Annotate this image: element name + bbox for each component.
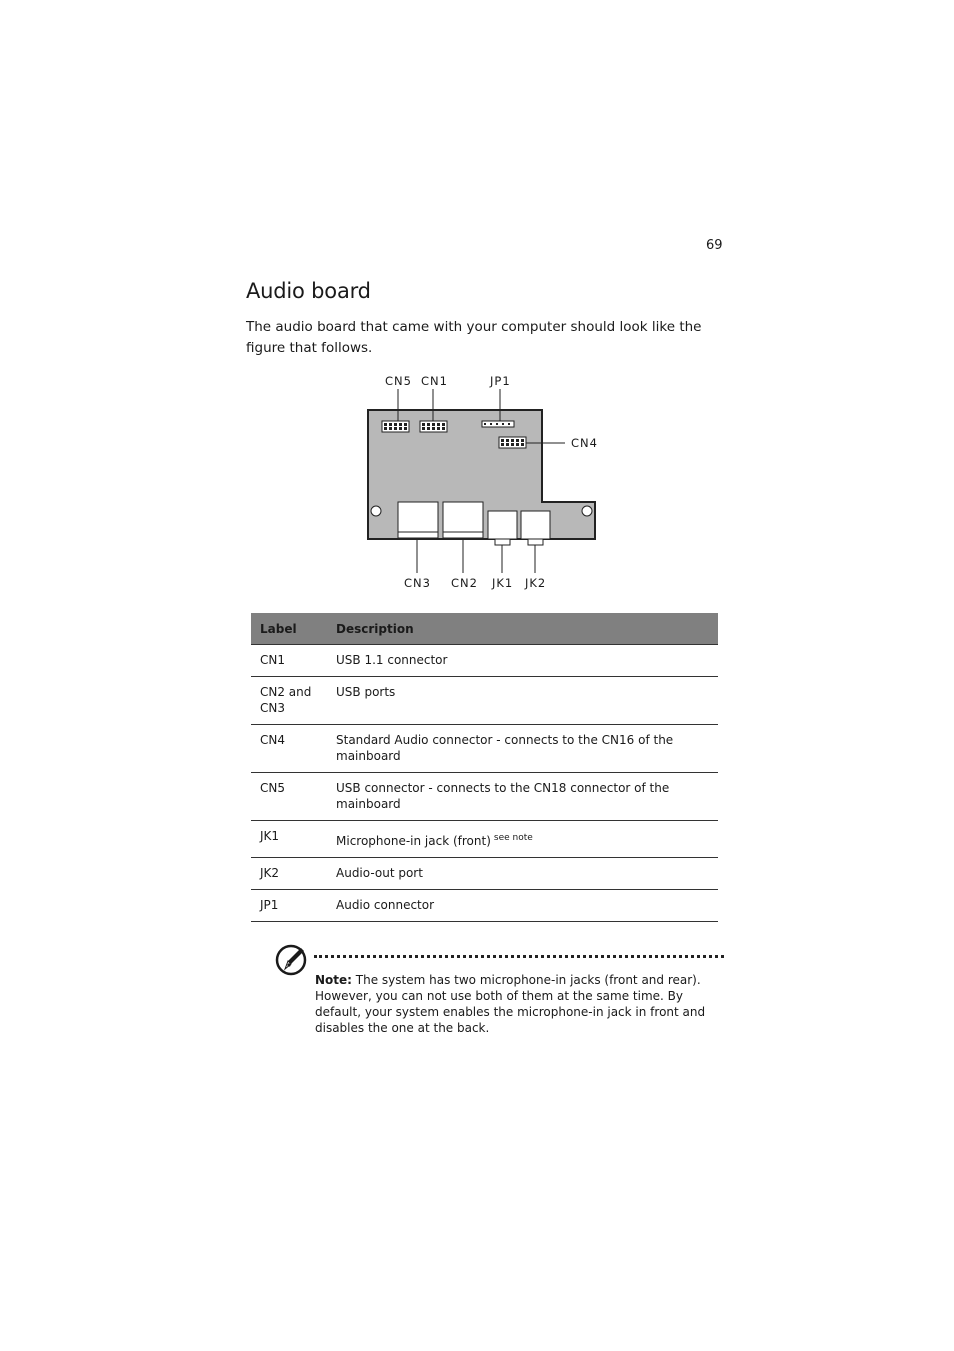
mount-hole-left: [371, 506, 381, 516]
table-header-row: [251, 613, 718, 645]
table-row: [251, 645, 718, 677]
page-title: Audio board: [246, 279, 371, 303]
row-description: USB 1.1 connector: [327, 645, 718, 677]
row-description: Audio connector: [327, 890, 718, 922]
table-row: [251, 773, 718, 821]
label-cn2: CN2: [451, 576, 478, 590]
table-row: [251, 677, 718, 725]
row-description-cell: [327, 821, 718, 858]
cn4-header: [499, 437, 526, 448]
mount-hole-right: [582, 506, 592, 516]
table-row: [251, 890, 718, 922]
label-cn4: CN4: [571, 436, 598, 450]
cn5-header: [382, 421, 409, 432]
row-label: CN1: [251, 645, 327, 677]
column-header-label: Label: [251, 613, 327, 645]
note-text: [315, 972, 715, 1036]
label-cn3: CN3: [404, 576, 431, 590]
audio-board-diagram: [340, 368, 640, 598]
label-jk2: JK2: [525, 576, 547, 590]
row-label: JP1: [251, 890, 327, 922]
row-label: CN2 and CN3: [251, 677, 327, 725]
note-pen-icon: [275, 942, 309, 976]
see-note-superscript: see note: [493, 833, 533, 843]
jp1-header: [482, 421, 514, 427]
cn2-usb-port: [443, 502, 483, 538]
cn1-header: [420, 421, 447, 432]
note-label: Note:: [315, 973, 352, 987]
note-divider: [314, 955, 724, 958]
row-label: JK2: [251, 858, 327, 890]
table-row: [251, 725, 718, 773]
audio-board-figure: [340, 368, 640, 598]
row-description: USB ports: [327, 677, 718, 725]
row-label: CN5: [251, 773, 327, 821]
label-cn5: CN5: [385, 374, 412, 388]
connector-table: [251, 613, 718, 922]
cn3-usb-port: [398, 502, 438, 538]
row-description: Microphone-in jack (front): [336, 834, 491, 848]
row-description: Standard Audio connector - connects to the CN16 of the mainboard: [327, 725, 718, 773]
table-row: [251, 858, 718, 890]
column-header-description: Description: [327, 613, 718, 645]
note-body: The system has two microphone-in jacks (front and rear). However, you can not use both of them at the same time. By default, your system enables the microphone-in jack in front and disables the one at the back.: [315, 973, 706, 1035]
page-number: 69: [706, 238, 723, 253]
row-description: USB connector - connects to the CN18 connector of the mainboard: [327, 773, 718, 821]
label-jk1: JK1: [492, 576, 514, 590]
row-label: CN4: [251, 725, 327, 773]
table-row: [251, 821, 718, 858]
label-jp1: JP1: [490, 374, 511, 388]
row-label: JK1: [251, 821, 327, 858]
label-cn1: CN1: [421, 374, 448, 388]
intro-paragraph: The audio board that came with your computer should look like the figure that follows.: [246, 319, 702, 356]
row-description: Audio-out port: [327, 858, 718, 890]
